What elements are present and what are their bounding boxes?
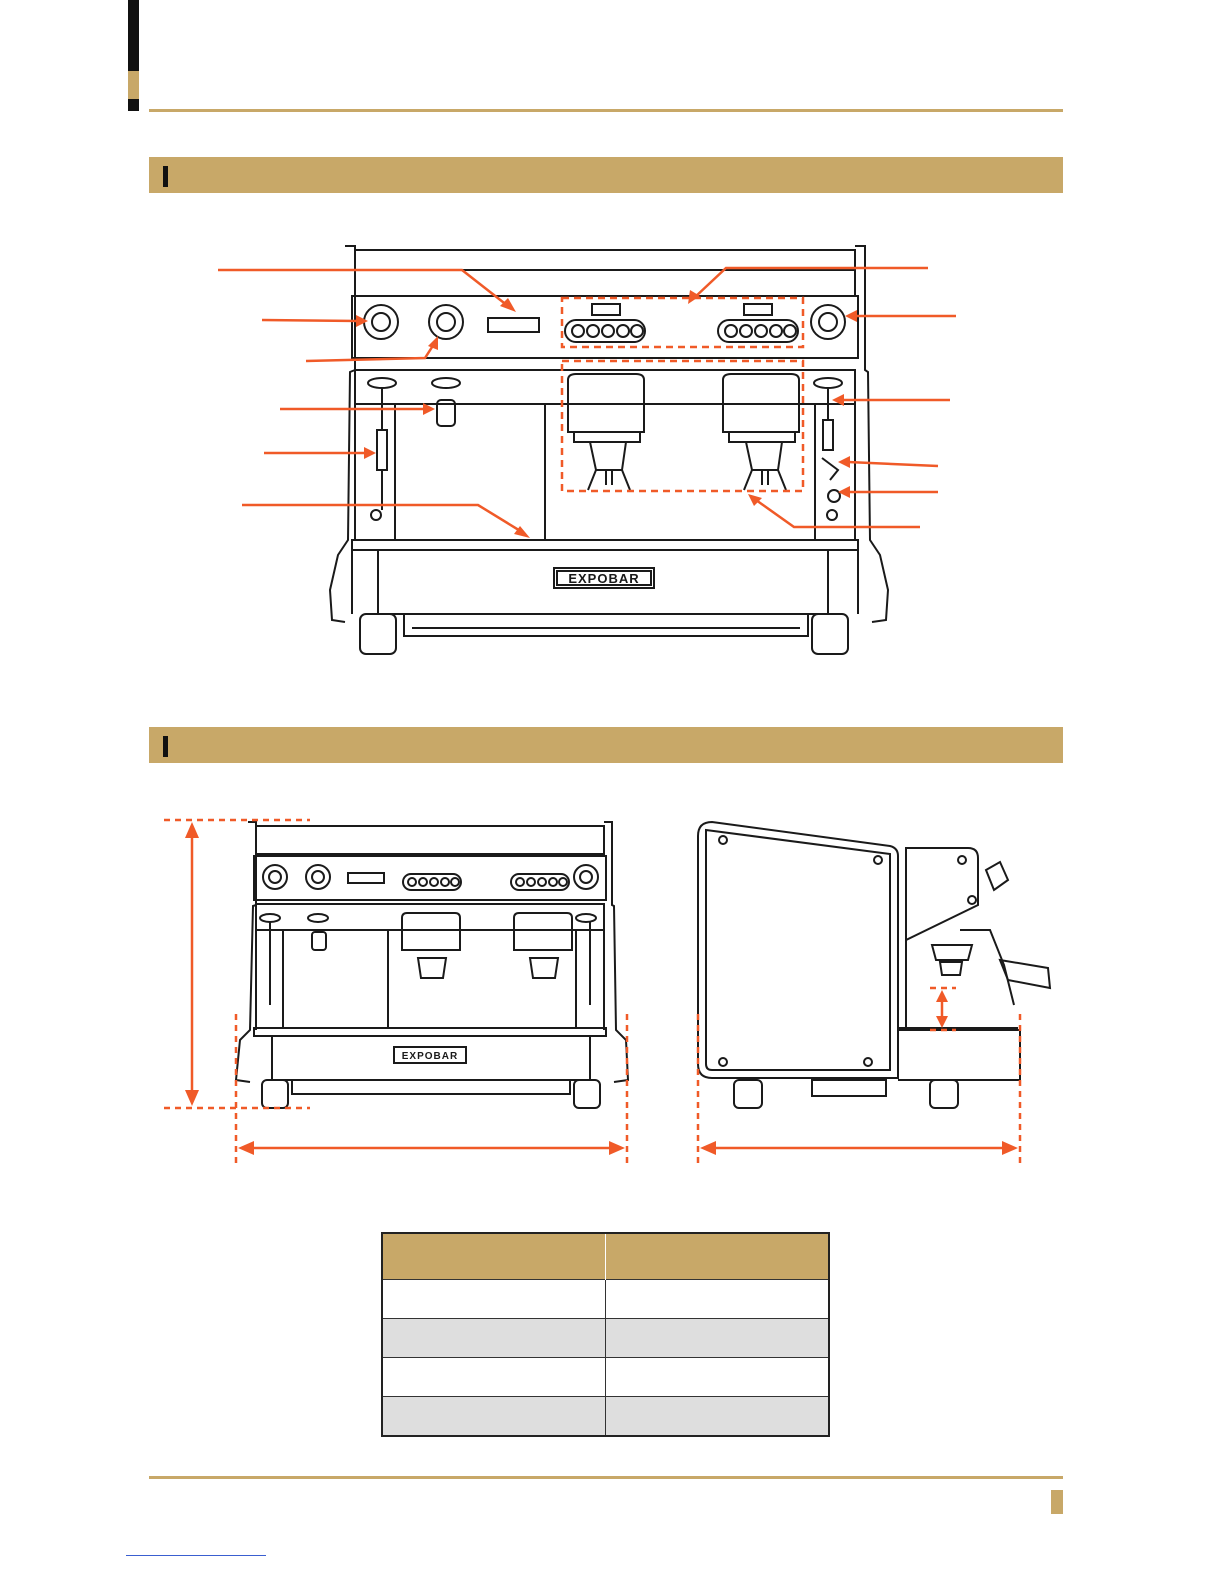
table-cell <box>606 1358 830 1397</box>
table-cell <box>606 1280 830 1319</box>
table-row <box>382 1397 829 1437</box>
table-cell <box>606 1319 830 1358</box>
table-cell <box>382 1358 606 1397</box>
table-cell <box>382 1280 606 1319</box>
dimensions-table <box>381 1232 830 1437</box>
machine-dimensions-diagram <box>0 780 1224 1180</box>
table-row <box>382 1358 829 1397</box>
footer-rule <box>149 1476 1063 1479</box>
table-header-row <box>382 1233 829 1280</box>
table-row <box>382 1319 829 1358</box>
table-row <box>382 1280 829 1319</box>
table-cell <box>382 1319 606 1358</box>
section-marker <box>163 736 168 757</box>
table-header-cell <box>606 1233 830 1280</box>
table-cell <box>606 1397 830 1437</box>
section-bar-dimensions <box>149 727 1063 763</box>
page-number-tab <box>1051 1490 1063 1514</box>
table-cell <box>382 1397 606 1437</box>
brand-logo-text: EXPOBAR <box>401 1051 459 1062</box>
brand-logo-text: EXPOBAR <box>568 571 640 586</box>
machine-front-view-diagram <box>0 0 1224 700</box>
table-header-cell <box>382 1233 606 1280</box>
footer-link-underline <box>126 1555 266 1556</box>
